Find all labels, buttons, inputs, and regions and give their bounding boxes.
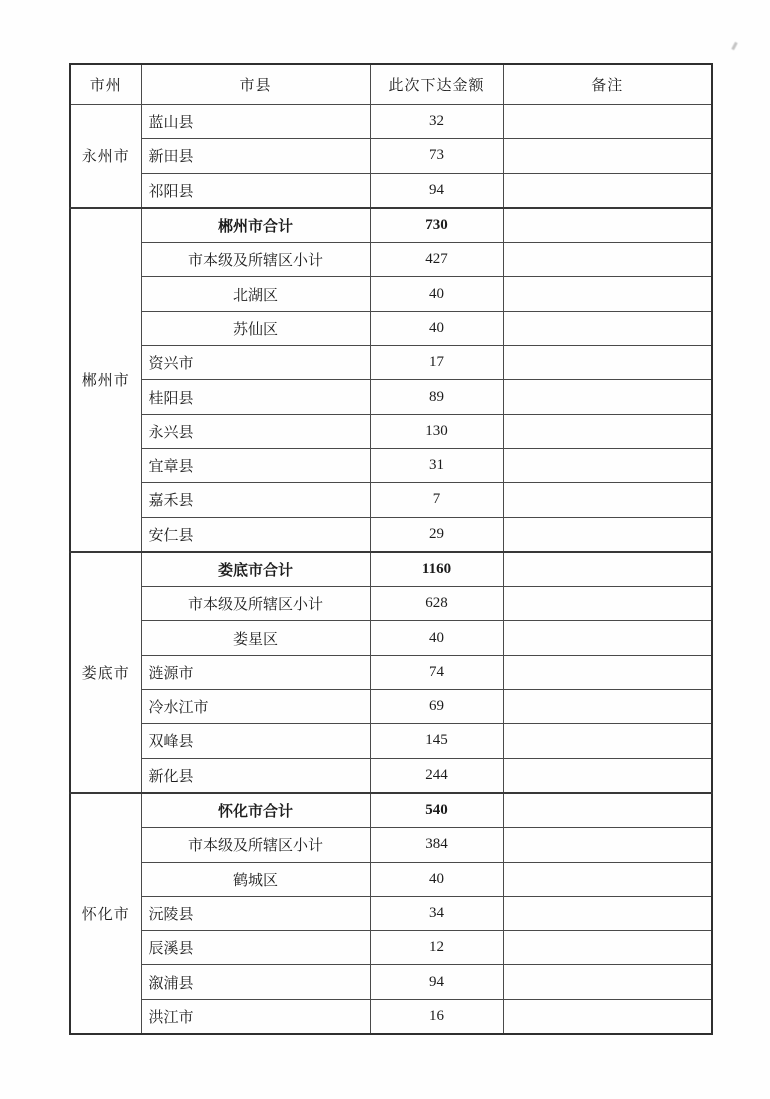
note-cell [503,448,712,482]
amount-cell: 427 [370,243,503,277]
name-cell: 永兴县 [141,414,370,448]
amount-cell: 89 [370,380,503,414]
name-cell: 北湖区 [141,277,370,311]
city-cell: 郴州市 [70,208,141,552]
name-cell: 新化县 [141,758,370,793]
name-cell: 洪江市 [141,999,370,1034]
header-amount: 此次下达金额 [370,64,503,105]
table-row [70,896,712,930]
table-row [70,208,712,243]
table-row [70,552,712,587]
note-cell [503,277,712,311]
name-cell: 桂阳县 [141,380,370,414]
table-row [70,724,712,758]
note-cell [503,380,712,414]
amount-cell: 32 [370,105,503,139]
table-row [70,793,712,828]
note-cell [503,828,712,862]
table-row [70,690,712,724]
amount-cell: 730 [370,208,503,243]
name-cell: 娄底市合计 [141,552,370,587]
scan-speck [731,42,737,50]
table-row [70,277,712,311]
table-row [70,173,712,208]
name-cell: 冷水江市 [141,690,370,724]
header-row [70,64,712,105]
amount-cell: 384 [370,828,503,862]
amount-cell: 540 [370,793,503,828]
note-cell [503,793,712,828]
name-cell: 郴州市合计 [141,208,370,243]
amount-cell: 40 [370,277,503,311]
amount-cell: 40 [370,621,503,655]
note-cell [503,690,712,724]
note-cell [503,105,712,139]
note-cell [503,414,712,448]
amount-cell: 73 [370,139,503,173]
table-row [70,587,712,621]
table-row [70,483,712,517]
amount-cell: 244 [370,758,503,793]
note-cell [503,208,712,243]
note-cell [503,587,712,621]
name-cell: 鹤城区 [141,862,370,896]
header-city: 市州 [70,64,141,105]
note-cell [503,965,712,999]
amount-cell: 12 [370,931,503,965]
name-cell: 市本级及所辖区小计 [141,243,370,277]
name-cell: 宜章县 [141,448,370,482]
amount-cell: 1160 [370,552,503,587]
table-row [70,243,712,277]
note-cell [503,758,712,793]
note-cell [503,483,712,517]
table-row [70,621,712,655]
city-cell: 永州市 [70,105,141,208]
amount-cell: 628 [370,587,503,621]
table-row [70,414,712,448]
name-cell: 辰溪县 [141,931,370,965]
table-row [70,862,712,896]
amount-cell: 94 [370,965,503,999]
name-cell: 蓝山县 [141,105,370,139]
note-cell [503,862,712,896]
name-cell: 安仁县 [141,517,370,552]
amount-cell: 34 [370,896,503,930]
note-cell [503,655,712,689]
amount-cell: 16 [370,999,503,1034]
name-cell: 溆浦县 [141,965,370,999]
name-cell: 市本级及所辖区小计 [141,587,370,621]
table-row [70,380,712,414]
name-cell: 娄星区 [141,621,370,655]
table-row [70,965,712,999]
allocation-table [69,63,713,1035]
name-cell: 沅陵县 [141,896,370,930]
table-row [70,311,712,345]
header-note: 备注 [503,64,712,105]
header-county: 市县 [141,64,370,105]
table-row [70,828,712,862]
note-cell [503,931,712,965]
amount-cell: 17 [370,346,503,380]
table-row [70,139,712,173]
name-cell: 怀化市合计 [141,793,370,828]
amount-cell: 94 [370,173,503,208]
note-cell [503,139,712,173]
city-cell: 怀化市 [70,793,141,1034]
note-cell [503,517,712,552]
note-cell [503,346,712,380]
city-cell: 娄底市 [70,552,141,793]
note-cell [503,896,712,930]
name-cell: 市本级及所辖区小计 [141,828,370,862]
note-cell [503,999,712,1034]
amount-cell: 29 [370,517,503,552]
amount-cell: 69 [370,690,503,724]
table-row [70,655,712,689]
amount-cell: 40 [370,311,503,345]
amount-cell: 74 [370,655,503,689]
note-cell [503,243,712,277]
table-row [70,105,712,139]
amount-cell: 31 [370,448,503,482]
name-cell: 嘉禾县 [141,483,370,517]
name-cell: 资兴市 [141,346,370,380]
table-row [70,931,712,965]
amount-cell: 7 [370,483,503,517]
name-cell: 苏仙区 [141,311,370,345]
table-row [70,346,712,380]
table-row [70,999,712,1034]
name-cell: 祁阳县 [141,173,370,208]
name-cell: 新田县 [141,139,370,173]
name-cell: 涟源市 [141,655,370,689]
name-cell: 双峰县 [141,724,370,758]
note-cell [503,724,712,758]
amount-cell: 40 [370,862,503,896]
note-cell [503,552,712,587]
table-row [70,758,712,793]
note-cell [503,311,712,345]
note-cell [503,621,712,655]
table-row [70,448,712,482]
amount-cell: 145 [370,724,503,758]
table-row [70,517,712,552]
note-cell [503,173,712,208]
amount-cell: 130 [370,414,503,448]
